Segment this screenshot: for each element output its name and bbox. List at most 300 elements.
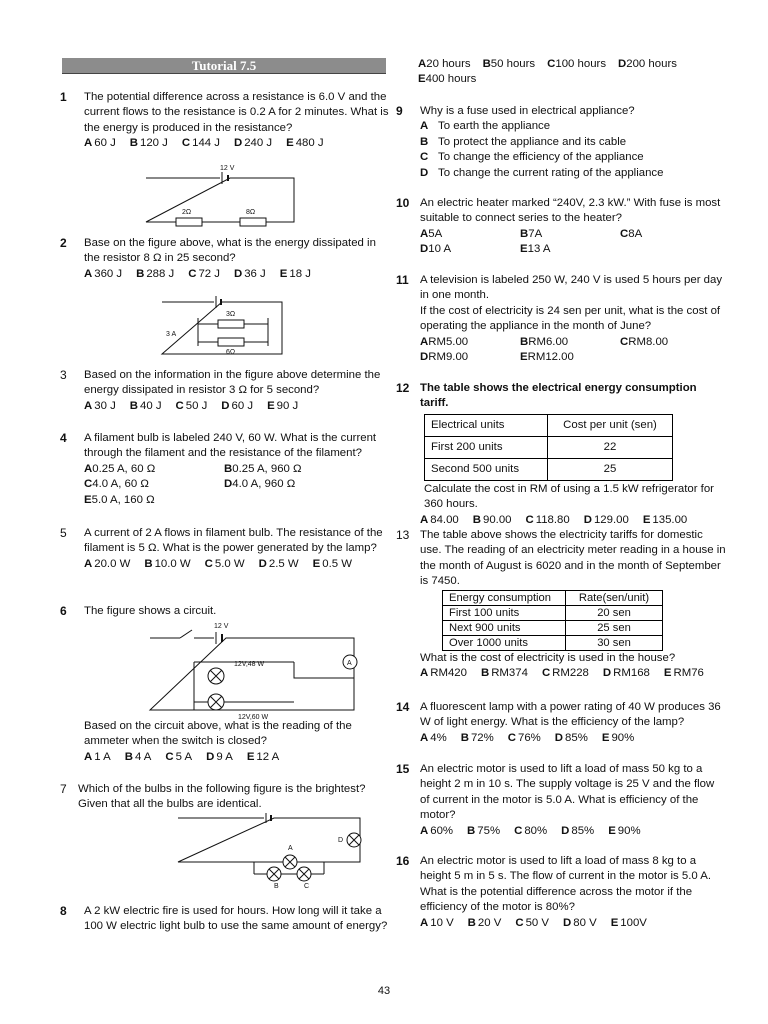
answer-option <box>224 477 364 492</box>
option-text: 72 J <box>198 267 220 280</box>
option-text: RM228 <box>552 667 589 680</box>
question-number: 16 <box>396 854 410 868</box>
answer-option <box>461 731 494 746</box>
bulb-label-d: D <box>338 837 344 844</box>
answer-option <box>224 462 364 477</box>
answer-option <box>483 57 536 72</box>
answer-option <box>664 666 704 681</box>
table-cell: 25 sen <box>566 620 663 635</box>
option-text: 90 J <box>276 399 299 412</box>
table-header: Rate(sen/unit) <box>566 590 663 605</box>
option-letter: B <box>467 824 476 837</box>
option-text: 5 A <box>175 750 193 763</box>
option-text: 0.25 A, 960 Ω <box>232 462 302 475</box>
option-letter: D <box>420 351 429 364</box>
option-letter: C <box>541 667 551 680</box>
answer-option <box>420 335 520 350</box>
option-text: 85% <box>571 824 595 837</box>
option-letter: A <box>420 916 429 929</box>
option-text: RM374 <box>491 667 528 680</box>
current-label: 3 A <box>166 331 177 338</box>
option-text: 84.00 <box>430 513 459 526</box>
option-letter: E <box>608 824 616 837</box>
option-letter: A <box>420 335 429 348</box>
answer-options <box>420 513 726 528</box>
answer-option <box>515 916 549 931</box>
option-letter: E <box>84 493 92 506</box>
answer-option <box>542 666 589 681</box>
answer-option <box>84 462 224 477</box>
option-text: 4 A <box>134 750 152 763</box>
resistor-label-2: 8Ω <box>246 209 256 216</box>
option-text: 10 V <box>430 916 454 929</box>
option-letter: D <box>554 731 564 744</box>
option-text: 90% <box>617 824 641 837</box>
answer-option <box>468 916 502 931</box>
answer-option <box>84 493 224 508</box>
option-letter: D <box>233 137 243 150</box>
circuit-figure-2 <box>158 292 288 362</box>
question-1 <box>60 90 390 152</box>
question-6-continued <box>60 719 390 765</box>
answer-options <box>84 750 390 765</box>
question-text: An electric motor is used to lift a load of mass 8 kg to a height 5 m in 5 s. The flow of current in the motor is 5.0 A. What is the potential difference across the motor if the efficiency of the motor is 80%? <box>420 855 712 914</box>
option-text: 240 J <box>244 137 273 150</box>
option-letter: D <box>561 824 570 837</box>
option-text: RM5.00 <box>428 335 469 348</box>
table-cell: 22 <box>548 436 673 458</box>
question-text-2: What is the cost of electricity is used in the house? <box>420 651 676 664</box>
answer-option <box>420 916 454 931</box>
option-text: 400 hours <box>425 73 477 86</box>
option-text: RM420 <box>430 667 467 680</box>
option-letter: A <box>420 120 429 133</box>
option-text: 480 J <box>295 137 324 150</box>
option-text: 50 hours <box>490 58 536 70</box>
option-text: 20.0 W <box>94 557 131 570</box>
voltage-label: 12 V <box>220 165 235 172</box>
option-text: To change the efficiency of the appliance <box>438 151 644 164</box>
option-letter: C <box>507 731 516 744</box>
answer-option <box>602 731 634 746</box>
answer-options <box>84 557 390 572</box>
option-text: 144 J <box>192 137 220 150</box>
question-number: 7 <box>60 782 67 796</box>
table-header: Electrical units <box>425 414 548 436</box>
table-cell: First 200 units <box>425 436 548 458</box>
option-text: RM8.00 <box>628 335 669 348</box>
question-text: A fluorescent lamp with a power rating of 40 W produces 36 W of light energy. What is the efficiency of the lamp? <box>420 701 721 729</box>
question-number: 4 <box>60 431 67 445</box>
bulb-label-2: 12V,60 W <box>238 714 269 721</box>
option-letter: C <box>525 513 534 526</box>
option-text: 40 J <box>140 399 162 412</box>
answer-option <box>130 399 162 414</box>
answer-option <box>205 557 245 572</box>
option-letter: D <box>206 750 215 763</box>
option-letter: D <box>618 58 627 70</box>
option-letter: B <box>467 916 476 929</box>
option-letter: A <box>420 824 429 837</box>
answer-option <box>84 136 116 151</box>
question-number: 14 <box>396 700 410 714</box>
answer-option <box>514 824 547 839</box>
answer-option <box>267 399 298 414</box>
table-cell: Next 900 units <box>443 620 566 635</box>
option-letter: B <box>124 750 133 763</box>
answer-option <box>84 477 224 492</box>
answer-option <box>420 731 447 746</box>
option-letter: A <box>84 750 93 763</box>
question-10 <box>396 196 726 258</box>
answer-option <box>618 57 677 72</box>
answer-option <box>520 350 620 365</box>
question-5 <box>60 526 390 572</box>
option-letter: E <box>246 750 255 763</box>
table-header: Energy consumption <box>443 590 566 605</box>
voltage-label: 12 V <box>214 623 229 630</box>
option-text: 100V <box>620 916 647 929</box>
question-3 <box>60 368 390 414</box>
question-text: An electric motor is used to lift a load of mass 50 kg to a height 2 m in 10 s. The supply voltage is 25 V and the flow of current in the motor is 5.0 A. What is efficiency of the motor? <box>420 763 715 822</box>
question-number: 9 <box>396 104 403 118</box>
answer-options <box>420 119 726 181</box>
table-header: Cost per unit (sen) <box>548 414 673 436</box>
bulb-label-a: A <box>288 845 293 852</box>
answer-option <box>286 136 323 151</box>
question-text: The table shows the electrical energy consumption tariff. <box>420 382 697 410</box>
answer-option <box>313 557 352 572</box>
option-text: RM168 <box>613 667 650 680</box>
option-letter: E <box>267 399 275 412</box>
option-letter: A <box>420 667 429 680</box>
answer-option <box>130 136 168 151</box>
option-letter: E <box>286 137 294 150</box>
option-text: To protect the appliance and its cable <box>438 135 627 148</box>
option-text: 5A <box>428 227 443 240</box>
option-letter: E <box>520 243 528 256</box>
question-text: A current of 2 A flows in filament bulb. The resistance of the filament is 5 Ω. What is the power generated by the lamp? <box>84 527 383 555</box>
answer-option <box>420 166 726 181</box>
question-text-2: Calculate the cost in RM of using a 1.5 kW refrigerator for 360 hours. <box>424 482 714 511</box>
option-text: 18 J <box>289 267 311 280</box>
answer-options <box>420 666 726 681</box>
question-text: An electric heater marked “240V, 2.3 kW.” With fuse is most suitable to connect series to the heater? <box>420 197 721 225</box>
answer-option <box>555 731 588 746</box>
option-letter: B <box>420 135 429 148</box>
option-text: 8A <box>628 227 643 240</box>
option-text: 90% <box>611 731 635 744</box>
option-letter: E <box>279 267 288 280</box>
option-text: 20 hours <box>426 58 471 70</box>
answer-options <box>84 136 390 151</box>
question-4 <box>60 431 390 508</box>
answer-option <box>420 119 726 134</box>
answer-option <box>643 513 687 528</box>
page-number: 43 <box>377 985 391 997</box>
option-letter: E <box>418 73 426 86</box>
question-text: Base on the figure above, what is the energy dissipated in the resistor 8 Ω in 25 second? <box>84 237 376 265</box>
question-text: The figure shows a circuit. <box>84 605 217 617</box>
answer-option <box>520 242 620 257</box>
option-letter: B <box>144 557 153 570</box>
circuit-figure-7 <box>174 810 374 890</box>
option-letter: A <box>84 137 93 150</box>
question-2 <box>60 236 390 282</box>
option-letter: E <box>642 513 651 526</box>
answer-option <box>221 399 253 414</box>
answer-option <box>608 824 640 839</box>
question-number: 5 <box>60 526 67 540</box>
answer-option <box>561 824 594 839</box>
table-cell: Second 500 units <box>425 458 548 480</box>
option-letter: E <box>312 557 321 570</box>
option-text: 60 J <box>94 137 116 150</box>
option-text: 60 J <box>231 399 254 412</box>
option-text: To change the current rating of the appliance <box>438 166 664 179</box>
option-letter: B <box>129 137 138 150</box>
answer-option <box>84 399 116 414</box>
option-letter: B <box>460 731 469 744</box>
option-text: 72% <box>470 731 494 744</box>
option-text: 30 J <box>94 399 116 412</box>
answer-options <box>420 731 726 746</box>
answer-option <box>136 267 174 282</box>
answer-option <box>234 136 272 151</box>
option-letter: B <box>224 462 233 475</box>
question-number: 6 <box>60 604 67 618</box>
question-8 <box>60 904 390 935</box>
answer-option <box>418 72 476 87</box>
resistor-label-1: 2Ω <box>182 209 192 216</box>
option-letter: A <box>84 462 93 475</box>
answer-options <box>420 916 726 931</box>
option-letter: B <box>520 335 529 348</box>
question-number: 2 <box>60 236 67 250</box>
table-cell: 25 <box>548 458 673 480</box>
question-16 <box>396 854 726 931</box>
option-text: 360 J <box>94 267 123 280</box>
answer-option <box>418 57 471 72</box>
option-letter: A <box>420 227 429 240</box>
question-text: Which of the bulbs in the following figure is the brightest? Given that all the bulbs are identical. <box>78 783 366 811</box>
option-text: 0.5 W <box>322 557 353 570</box>
question-text-2: If the cost of electricity is 24 sen per unit, what is the cost of operating the appliance in the month of June? <box>420 304 721 333</box>
answer-option <box>520 227 620 242</box>
option-letter: D <box>420 243 429 256</box>
option-letter: A <box>418 58 427 70</box>
option-letter: E <box>601 731 610 744</box>
answer-option <box>84 750 111 765</box>
answer-options <box>84 399 390 414</box>
option-letter: A <box>84 399 93 412</box>
option-letter: C <box>547 58 556 70</box>
answer-option <box>603 666 650 681</box>
option-letter: C <box>514 824 523 837</box>
option-text: 135.00 <box>652 513 688 526</box>
option-text: 80 V <box>573 916 597 929</box>
answer-option <box>420 150 726 165</box>
option-letter: E <box>663 667 672 680</box>
option-text: 20 V <box>477 916 502 929</box>
table-cell: First 100 units <box>443 605 566 620</box>
question-text: The potential difference across a resistance is 6.0 V and the current flows to the resistance is 0.2 A for 2 minutes. What is the energy is produced in the resistance? <box>84 91 389 134</box>
table-cell: 30 sen <box>566 635 663 650</box>
option-text: 90.00 <box>482 513 512 526</box>
option-letter: B <box>129 399 138 412</box>
question-text: Why is a fuse used in electrical appliance? <box>420 105 635 117</box>
option-text: To earth the appliance <box>438 120 551 133</box>
answer-option <box>176 399 208 414</box>
option-text: 76% <box>517 731 541 744</box>
option-text: 4.0 A, 60 Ω <box>92 478 149 491</box>
answer-option <box>259 557 299 572</box>
electricity-tariff-table <box>442 590 663 651</box>
question-number: 1 <box>60 90 67 104</box>
question-7 <box>60 782 390 813</box>
option-letter: C <box>84 478 93 491</box>
option-letter: D <box>233 267 243 280</box>
answer-options <box>420 227 726 258</box>
option-text: 120 J <box>140 137 168 150</box>
circuit-figure-1 <box>140 162 300 232</box>
question-text: A 2 kW electric fire is used for hours. How long will it take a 100 W electric light bulb to use the same amount of energy? <box>84 905 388 933</box>
option-text: 10 A <box>428 243 452 256</box>
tutorial-title: Tutorial 7.5 <box>62 58 386 74</box>
option-text: 13 A <box>527 243 551 256</box>
table-cell: 20 sen <box>566 605 663 620</box>
answer-option <box>165 750 192 765</box>
answer-option <box>420 824 453 839</box>
option-letter: D <box>224 478 233 491</box>
answer-option <box>247 750 279 765</box>
question-9 <box>396 104 726 181</box>
option-letter: D <box>258 557 267 570</box>
option-text: 85% <box>565 731 588 744</box>
question-text: A television is labeled 250 W, 240 V is used 5 hours per day in one month. <box>420 274 723 302</box>
question-11 <box>396 273 726 365</box>
option-text: RM12.00 <box>527 351 574 364</box>
option-letter: D <box>563 916 572 929</box>
option-letter: B <box>136 267 145 280</box>
question-number: 12 <box>396 381 410 395</box>
question-number: 3 <box>60 368 67 382</box>
question-text: Based on the information in the figure above determine the energy dissipated in resistor 3 Ω for 5 second? <box>84 369 381 397</box>
option-text: 50 J <box>185 399 208 412</box>
option-letter: C <box>165 750 174 763</box>
question-text: Based on the circuit above, what is the reading of the ammeter when the switch is closed? <box>84 720 352 748</box>
answer-option <box>84 267 122 282</box>
answer-option <box>280 267 311 282</box>
option-text: 4% <box>430 731 447 744</box>
answer-option <box>188 267 220 282</box>
answer-option <box>125 750 152 765</box>
option-text: 118.80 <box>535 513 570 526</box>
option-text: 36 J <box>244 267 266 280</box>
question-number: 11 <box>396 273 409 287</box>
answer-options <box>420 824 726 839</box>
answer-option <box>481 666 528 681</box>
option-letter: D <box>420 166 429 179</box>
answer-option <box>420 242 520 257</box>
option-letter: B <box>482 58 491 70</box>
ammeter-icon: A <box>347 660 352 667</box>
option-text: 12 A <box>256 750 280 763</box>
tariff-table <box>424 414 673 481</box>
option-letter: A <box>84 557 93 570</box>
answer-option <box>420 350 520 365</box>
option-letter: A <box>84 267 93 280</box>
answer-options <box>84 462 390 508</box>
option-letter: D <box>221 399 230 412</box>
option-letter: D <box>602 667 612 680</box>
option-letter: C <box>188 267 197 280</box>
option-text: 1 A <box>94 750 111 763</box>
answer-options <box>418 57 726 88</box>
answer-option <box>144 557 190 572</box>
answer-option <box>420 666 467 681</box>
option-letter: C <box>175 399 184 412</box>
answer-option <box>473 513 512 528</box>
option-text: 75% <box>477 824 501 837</box>
option-text: RM9.00 <box>428 351 469 364</box>
option-letter: B <box>472 513 481 526</box>
option-letter: B <box>480 667 490 680</box>
option-letter: D <box>583 513 592 526</box>
question-number: 8 <box>60 904 67 918</box>
answer-option <box>563 916 597 931</box>
answer-options <box>84 267 390 282</box>
answer-option <box>508 731 541 746</box>
option-letter: C <box>204 557 213 570</box>
question-number: 15 <box>396 762 410 776</box>
option-text: RM6.00 <box>528 335 569 348</box>
question-12 <box>396 381 726 528</box>
option-text: 2.5 W <box>268 557 299 570</box>
option-letter: B <box>520 227 529 240</box>
option-text: 5.0 A, 160 Ω <box>91 493 155 506</box>
option-letter: A <box>420 731 429 744</box>
question-text: The table above shows the electricity tariffs for domestic use. The reading of an electricity meter reading in a house in the month of August is 6020 and in the month of September is 7450. <box>420 529 726 588</box>
answer-option <box>620 227 720 242</box>
option-letter: A <box>420 513 429 526</box>
table-cell: Over 1000 units <box>443 635 566 650</box>
question-number: 13 <box>396 528 410 542</box>
option-text: 60% <box>430 824 454 837</box>
option-letter: C <box>181 137 191 150</box>
resistor-label-3ohm: 3Ω <box>226 311 236 318</box>
answer-option <box>584 513 629 528</box>
answer-option <box>520 335 620 350</box>
option-letter: C <box>420 151 429 164</box>
option-text: 5.0 W <box>214 557 245 570</box>
option-text: 0.25 A, 60 Ω <box>92 462 156 475</box>
option-text: 4.0 A, 960 Ω <box>232 478 296 491</box>
option-text: 80% <box>524 824 548 837</box>
bulb-label-1: 12V,48 W <box>234 661 265 668</box>
option-text: 9 A <box>216 750 233 763</box>
answer-option <box>234 267 266 282</box>
option-text: 50 V <box>525 916 550 929</box>
answer-option <box>611 916 647 931</box>
bulb-label-c: C <box>304 883 310 890</box>
circuit-figure-6 <box>144 618 364 722</box>
answer-option <box>547 57 606 72</box>
question-8-options <box>396 57 726 88</box>
option-letter: E <box>610 916 619 929</box>
option-text: 10.0 W <box>154 557 191 570</box>
option-letter: C <box>515 916 524 929</box>
